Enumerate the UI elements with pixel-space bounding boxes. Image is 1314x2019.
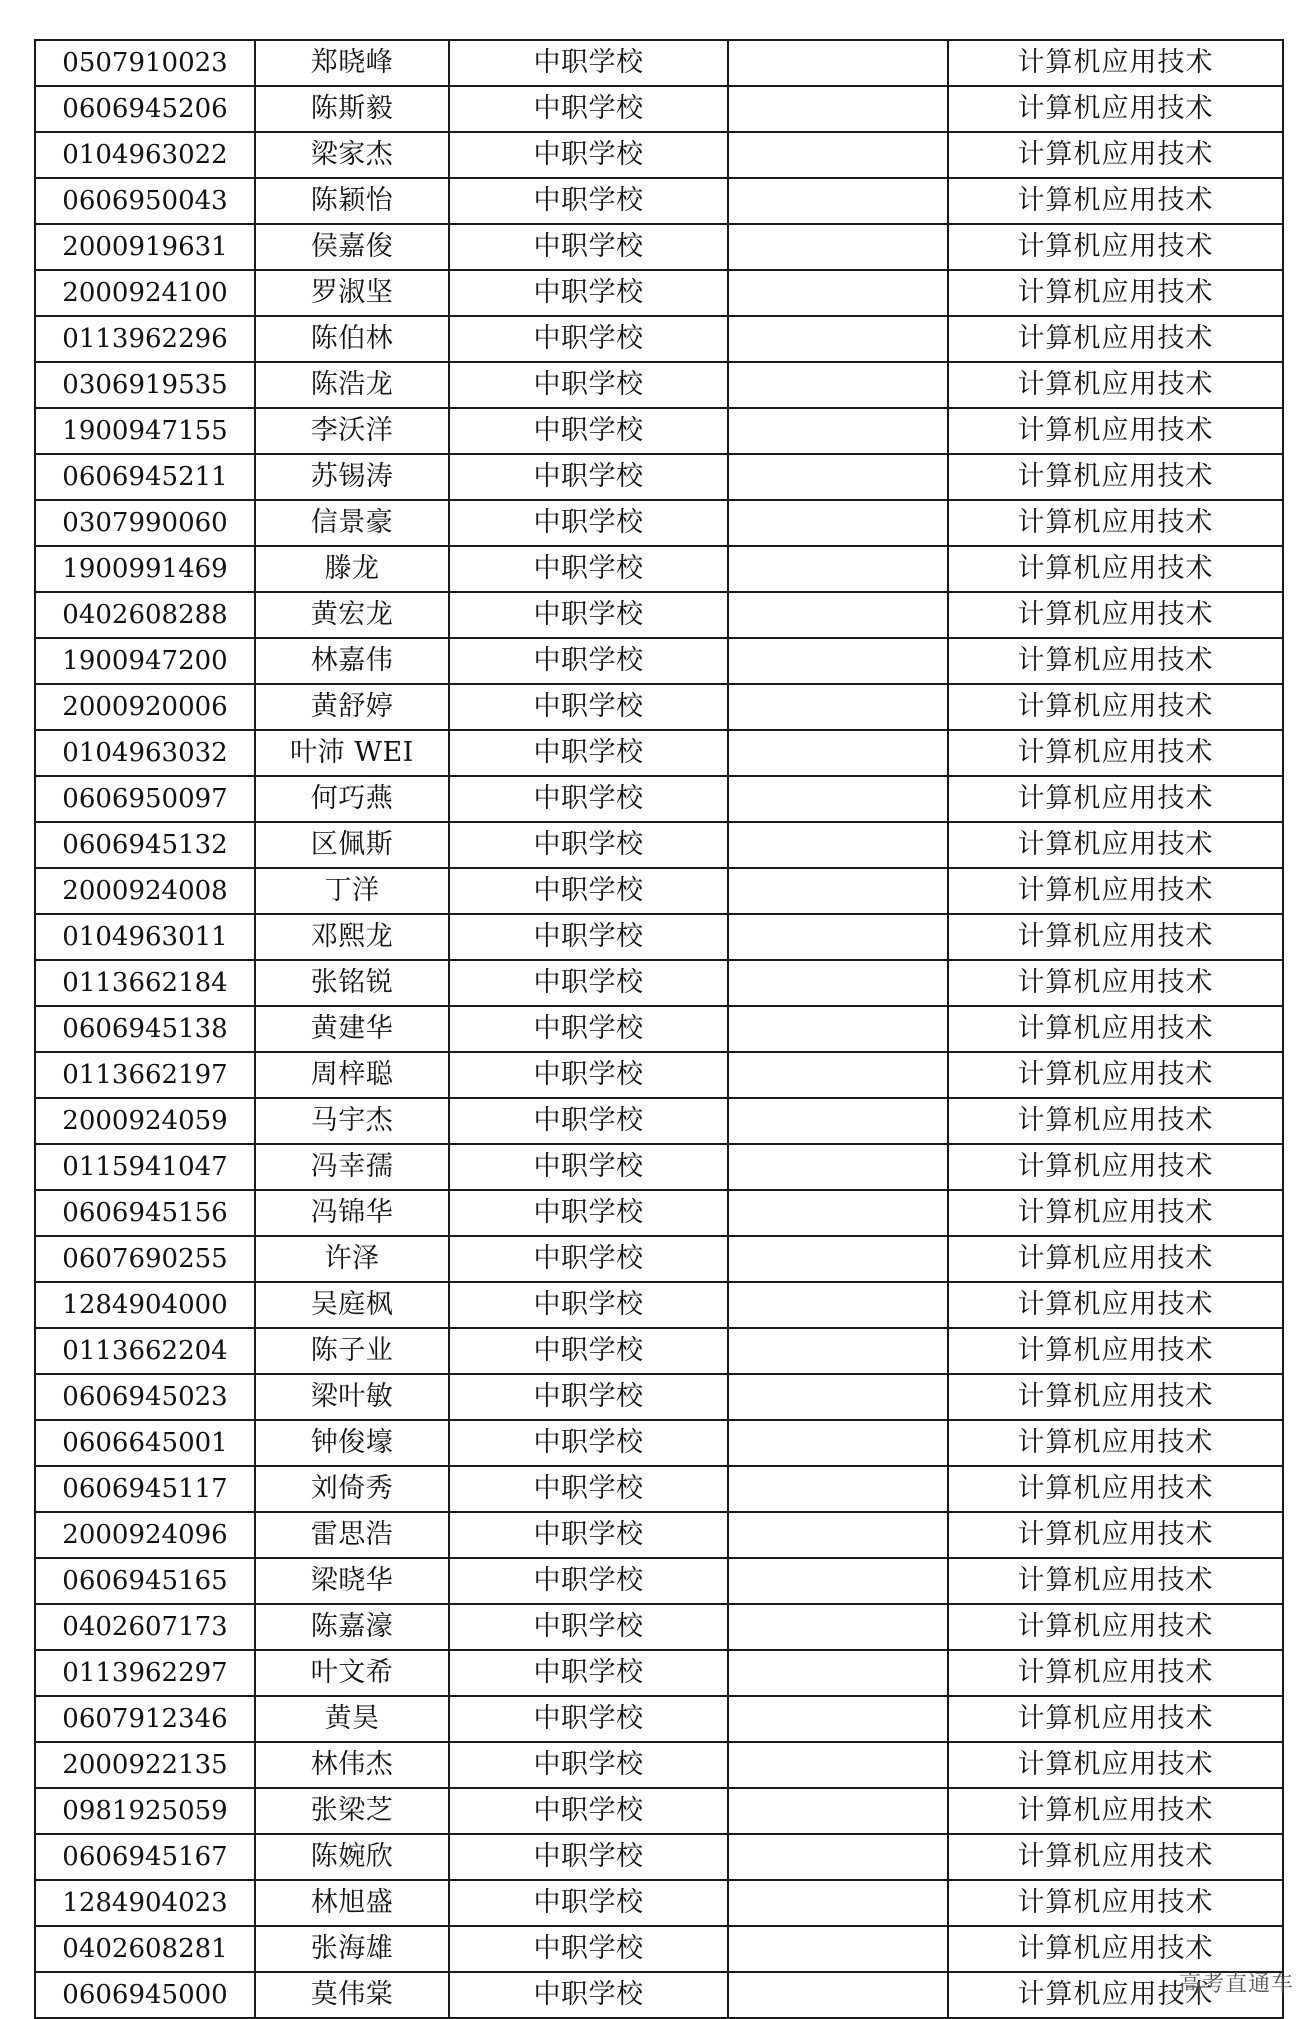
candidate-id-cell: 0981925059 [35,1788,255,1834]
table-row [35,1834,1283,1880]
candidate-name-cell: 何巧燕 [255,776,449,822]
candidate-id-cell: 0606945165 [35,1558,255,1604]
blank-cell [728,1098,948,1144]
candidate-id-cell: 1900947155 [35,408,255,454]
candidate-name-cell: 周梓聪 [255,1052,449,1098]
candidate-name-cell: 雷思浩 [255,1512,449,1558]
table-row [35,868,1283,914]
school-type-cell: 中职学校 [449,362,728,408]
candidate-id-cell: 0606945000 [35,1972,255,2018]
school-type-cell: 中职学校 [449,1052,728,1098]
blank-cell [728,638,948,684]
blank-cell [728,316,948,362]
candidate-id-cell: 0115941047 [35,1144,255,1190]
table-row [35,86,1283,132]
major-cell: 计算机应用技术 [948,40,1283,86]
blank-cell [728,1420,948,1466]
blank-cell [728,1006,948,1052]
major-cell: 计算机应用技术 [948,1144,1283,1190]
candidate-id-cell: 0606945132 [35,822,255,868]
blank-cell [728,1558,948,1604]
school-type-cell: 中职学校 [449,86,728,132]
major-cell: 计算机应用技术 [948,1006,1283,1052]
table-row [35,1650,1283,1696]
school-type-cell: 中职学校 [449,1696,728,1742]
blank-cell [728,454,948,500]
major-cell: 计算机应用技术 [948,1236,1283,1282]
school-type-cell: 中职学校 [449,730,728,776]
blank-cell [728,1926,948,1972]
blank-cell [728,1052,948,1098]
admission-list-table [34,39,1284,2019]
school-type-cell: 中职学校 [449,868,728,914]
blank-cell [728,408,948,454]
major-cell: 计算机应用技术 [948,1696,1283,1742]
major-cell: 计算机应用技术 [948,1972,1283,2018]
blank-cell [728,776,948,822]
candidate-name-cell: 陈斯毅 [255,86,449,132]
major-cell: 计算机应用技术 [948,1558,1283,1604]
candidate-id-cell: 0606945211 [35,454,255,500]
candidate-name-cell: 梁叶敏 [255,1374,449,1420]
blank-cell [728,684,948,730]
blank-cell [728,178,948,224]
table-row [35,1190,1283,1236]
candidate-id-cell: 0606950097 [35,776,255,822]
blank-cell [728,1880,948,1926]
table-row [35,960,1283,1006]
school-type-cell: 中职学校 [449,1282,728,1328]
school-type-cell: 中职学校 [449,1742,728,1788]
major-cell: 计算机应用技术 [948,1282,1283,1328]
school-type-cell: 中职学校 [449,1650,728,1696]
school-type-cell: 中职学校 [449,454,728,500]
candidate-name-cell: 林嘉伟 [255,638,449,684]
candidate-name-cell: 黄昊 [255,1696,449,1742]
blank-cell [728,546,948,592]
blank-cell [728,1834,948,1880]
candidate-id-cell: 0606645001 [35,1420,255,1466]
candidate-id-cell: 0606945117 [35,1466,255,1512]
blank-cell [728,592,948,638]
school-type-cell: 中职学校 [449,1236,728,1282]
blank-cell [728,270,948,316]
table-row [35,914,1283,960]
major-cell: 计算机应用技术 [948,132,1283,178]
blank-cell [728,1696,948,1742]
candidate-id-cell: 2000919631 [35,224,255,270]
candidate-id-cell: 0507910023 [35,40,255,86]
major-cell: 计算机应用技术 [948,1926,1283,1972]
school-type-cell: 中职学校 [449,1328,728,1374]
candidate-id-cell: 0606945167 [35,1834,255,1880]
major-cell: 计算机应用技术 [948,960,1283,1006]
candidate-name-cell: 苏锡涛 [255,454,449,500]
major-cell: 计算机应用技术 [948,730,1283,776]
major-cell: 计算机应用技术 [948,1374,1283,1420]
candidate-name-cell: 刘倚秀 [255,1466,449,1512]
blank-cell [728,40,948,86]
major-cell: 计算机应用技术 [948,1880,1283,1926]
school-type-cell: 中职学校 [449,1926,728,1972]
school-type-cell: 中职学校 [449,1512,728,1558]
school-type-cell: 中职学校 [449,1144,728,1190]
table-row [35,1466,1283,1512]
major-cell: 计算机应用技术 [948,1650,1283,1696]
table-row [35,1098,1283,1144]
candidate-id-cell: 0104963011 [35,914,255,960]
blank-cell [728,1512,948,1558]
major-cell: 计算机应用技术 [948,914,1283,960]
school-type-cell: 中职学校 [449,546,728,592]
candidate-id-cell: 1900947200 [35,638,255,684]
candidate-name-cell: 张梁芝 [255,1788,449,1834]
table-row [35,316,1283,362]
table-row [35,1926,1283,1972]
table-row [35,1558,1283,1604]
blank-cell [728,1466,948,1512]
candidate-name-cell: 邓熙龙 [255,914,449,960]
major-cell: 计算机应用技术 [948,1604,1283,1650]
blank-cell [728,86,948,132]
major-cell: 计算机应用技术 [948,1466,1283,1512]
candidate-id-cell: 0607690255 [35,1236,255,1282]
table-row [35,546,1283,592]
school-type-cell: 中职学校 [449,132,728,178]
table-row [35,1420,1283,1466]
table-row [35,1604,1283,1650]
candidate-name-cell: 区佩斯 [255,822,449,868]
candidate-name-cell: 陈浩龙 [255,362,449,408]
candidate-id-cell: 0104963032 [35,730,255,776]
table-row [35,1880,1283,1926]
school-type-cell: 中职学校 [449,822,728,868]
school-type-cell: 中职学校 [449,1006,728,1052]
school-type-cell: 中职学校 [449,1098,728,1144]
major-cell: 计算机应用技术 [948,546,1283,592]
candidate-name-cell: 许泽 [255,1236,449,1282]
major-cell: 计算机应用技术 [948,868,1283,914]
blank-cell [728,960,948,1006]
admission-list-sheet [34,39,1282,2019]
candidate-name-cell: 吴庭枫 [255,1282,449,1328]
candidate-id-cell: 0606945138 [35,1006,255,1052]
candidate-name-cell: 丁洋 [255,868,449,914]
table-row [35,776,1283,822]
school-type-cell: 中职学校 [449,1788,728,1834]
school-type-cell: 中职学校 [449,776,728,822]
school-type-cell: 中职学校 [449,224,728,270]
school-type-cell: 中职学校 [449,1558,728,1604]
table-row [35,1512,1283,1558]
blank-cell [728,1788,948,1834]
school-type-cell: 中职学校 [449,592,728,638]
school-type-cell: 中职学校 [449,408,728,454]
candidate-id-cell: 0307990060 [35,500,255,546]
blank-cell [728,1972,948,2018]
school-type-cell: 中职学校 [449,1834,728,1880]
major-cell: 计算机应用技术 [948,316,1283,362]
major-cell: 计算机应用技术 [948,86,1283,132]
blank-cell [728,362,948,408]
school-type-cell: 中职学校 [449,914,728,960]
major-cell: 计算机应用技术 [948,1328,1283,1374]
candidate-name-cell: 马宇杰 [255,1098,449,1144]
table-row [35,178,1283,224]
table-row [35,638,1283,684]
blank-cell [728,1328,948,1374]
major-cell: 计算机应用技术 [948,1834,1283,1880]
candidate-name-cell: 侯嘉俊 [255,224,449,270]
table-row [35,1972,1283,2018]
candidate-name-cell: 陈嘉濠 [255,1604,449,1650]
candidate-name-cell: 黄宏龙 [255,592,449,638]
blank-cell [728,132,948,178]
table-row [35,730,1283,776]
candidate-name-cell: 叶文希 [255,1650,449,1696]
candidate-name-cell: 陈婉欣 [255,1834,449,1880]
blank-cell [728,868,948,914]
blank-cell [728,1742,948,1788]
major-cell: 计算机应用技术 [948,178,1283,224]
candidate-id-cell: 0606945023 [35,1374,255,1420]
blank-cell [728,1236,948,1282]
candidate-name-cell: 冯锦华 [255,1190,449,1236]
table-row [35,132,1283,178]
candidate-id-cell: 0113962297 [35,1650,255,1696]
table-row [35,224,1283,270]
watermark-text: 高考直通车 [1178,1972,1294,1997]
candidate-name-cell: 滕龙 [255,546,449,592]
blank-cell [728,224,948,270]
major-cell: 计算机应用技术 [948,1420,1283,1466]
candidate-name-cell: 郑晓峰 [255,40,449,86]
major-cell: 计算机应用技术 [948,270,1283,316]
major-cell: 计算机应用技术 [948,1190,1283,1236]
candidate-name-cell: 冯幸孺 [255,1144,449,1190]
candidate-id-cell: 1284904000 [35,1282,255,1328]
table-row [35,362,1283,408]
major-cell: 计算机应用技术 [948,500,1283,546]
candidate-id-cell: 0606950043 [35,178,255,224]
candidate-id-cell: 0113662184 [35,960,255,1006]
school-type-cell: 中职学校 [449,1604,728,1650]
school-type-cell: 中职学校 [449,1972,728,2018]
table-row [35,500,1283,546]
major-cell: 计算机应用技术 [948,1098,1283,1144]
candidate-id-cell: 0607912346 [35,1696,255,1742]
candidate-name-cell: 张海雄 [255,1926,449,1972]
school-type-cell: 中职学校 [449,178,728,224]
candidate-id-cell: 2000922135 [35,1742,255,1788]
school-type-cell: 中职学校 [449,1190,728,1236]
candidate-name-cell: 陈伯林 [255,316,449,362]
candidate-id-cell: 2000920006 [35,684,255,730]
candidate-id-cell: 1284904023 [35,1880,255,1926]
candidate-name-cell: 罗淑坚 [255,270,449,316]
candidate-id-cell: 0113662204 [35,1328,255,1374]
blank-cell [728,1144,948,1190]
table-row [35,1282,1283,1328]
school-type-cell: 中职学校 [449,1374,728,1420]
table-row [35,1788,1283,1834]
major-cell: 计算机应用技术 [948,822,1283,868]
school-type-cell: 中职学校 [449,1880,728,1926]
table-row [35,1696,1283,1742]
major-cell: 计算机应用技术 [948,454,1283,500]
table-row [35,1236,1283,1282]
major-cell: 计算机应用技术 [948,362,1283,408]
school-type-cell: 中职学校 [449,638,728,684]
school-type-cell: 中职学校 [449,1420,728,1466]
school-type-cell: 中职学校 [449,316,728,362]
candidate-name-cell: 梁晓华 [255,1558,449,1604]
candidate-id-cell: 1900991469 [35,546,255,592]
table-row [35,822,1283,868]
school-type-cell: 中职学校 [449,684,728,730]
candidate-name-cell: 林伟杰 [255,1742,449,1788]
blank-cell [728,1604,948,1650]
candidate-id-cell: 0113962296 [35,316,255,362]
candidate-id-cell: 2000924100 [35,270,255,316]
table-row [35,1006,1283,1052]
candidate-id-cell: 2000924096 [35,1512,255,1558]
candidate-name-cell: 陈颖怡 [255,178,449,224]
table-row [35,1052,1283,1098]
major-cell: 计算机应用技术 [948,1742,1283,1788]
candidate-id-cell: 0402608288 [35,592,255,638]
blank-cell [728,1190,948,1236]
candidate-name-cell: 黄建华 [255,1006,449,1052]
school-type-cell: 中职学校 [449,40,728,86]
candidate-name-cell: 张铭锐 [255,960,449,1006]
blank-cell [728,1650,948,1696]
blank-cell [728,1374,948,1420]
candidate-id-cell: 0606945156 [35,1190,255,1236]
school-type-cell: 中职学校 [449,960,728,1006]
candidate-name-cell: 莫伟棠 [255,1972,449,2018]
school-type-cell: 中职学校 [449,500,728,546]
table-row [35,454,1283,500]
table-row [35,270,1283,316]
table-row [35,592,1283,638]
major-cell: 计算机应用技术 [948,408,1283,454]
school-type-cell: 中职学校 [449,1466,728,1512]
candidate-name-cell: 钟俊壕 [255,1420,449,1466]
candidate-name-cell: 李沃洋 [255,408,449,454]
blank-cell [728,822,948,868]
candidate-id-cell: 0306919535 [35,362,255,408]
candidate-id-cell: 0104963022 [35,132,255,178]
candidate-name-cell: 信景豪 [255,500,449,546]
major-cell: 计算机应用技术 [948,1052,1283,1098]
candidate-name-cell: 梁家杰 [255,132,449,178]
blank-cell [728,730,948,776]
table-row [35,684,1283,730]
candidate-name-cell: 黄舒婷 [255,684,449,730]
major-cell: 计算机应用技术 [948,592,1283,638]
blank-cell [728,1282,948,1328]
blank-cell [728,914,948,960]
candidate-id-cell: 2000924059 [35,1098,255,1144]
major-cell: 计算机应用技术 [948,684,1283,730]
candidate-id-cell: 0402607173 [35,1604,255,1650]
major-cell: 计算机应用技术 [948,638,1283,684]
major-cell: 计算机应用技术 [948,776,1283,822]
candidate-id-cell: 2000924008 [35,868,255,914]
school-type-cell: 中职学校 [449,270,728,316]
table-row [35,1374,1283,1420]
table-row [35,40,1283,86]
table-row [35,408,1283,454]
major-cell: 计算机应用技术 [948,1512,1283,1558]
candidate-name-cell: 叶沛 WEI [255,730,449,776]
candidate-name-cell: 林旭盛 [255,1880,449,1926]
candidate-id-cell: 0113662197 [35,1052,255,1098]
candidate-id-cell: 0402608281 [35,1926,255,1972]
major-cell: 计算机应用技术 [948,224,1283,270]
candidate-id-cell: 0606945206 [35,86,255,132]
major-cell: 计算机应用技术 [948,1788,1283,1834]
blank-cell [728,500,948,546]
candidate-name-cell: 陈子业 [255,1328,449,1374]
table-row [35,1328,1283,1374]
table-row [35,1742,1283,1788]
admission-list-body [35,40,1283,2018]
table-row [35,1144,1283,1190]
